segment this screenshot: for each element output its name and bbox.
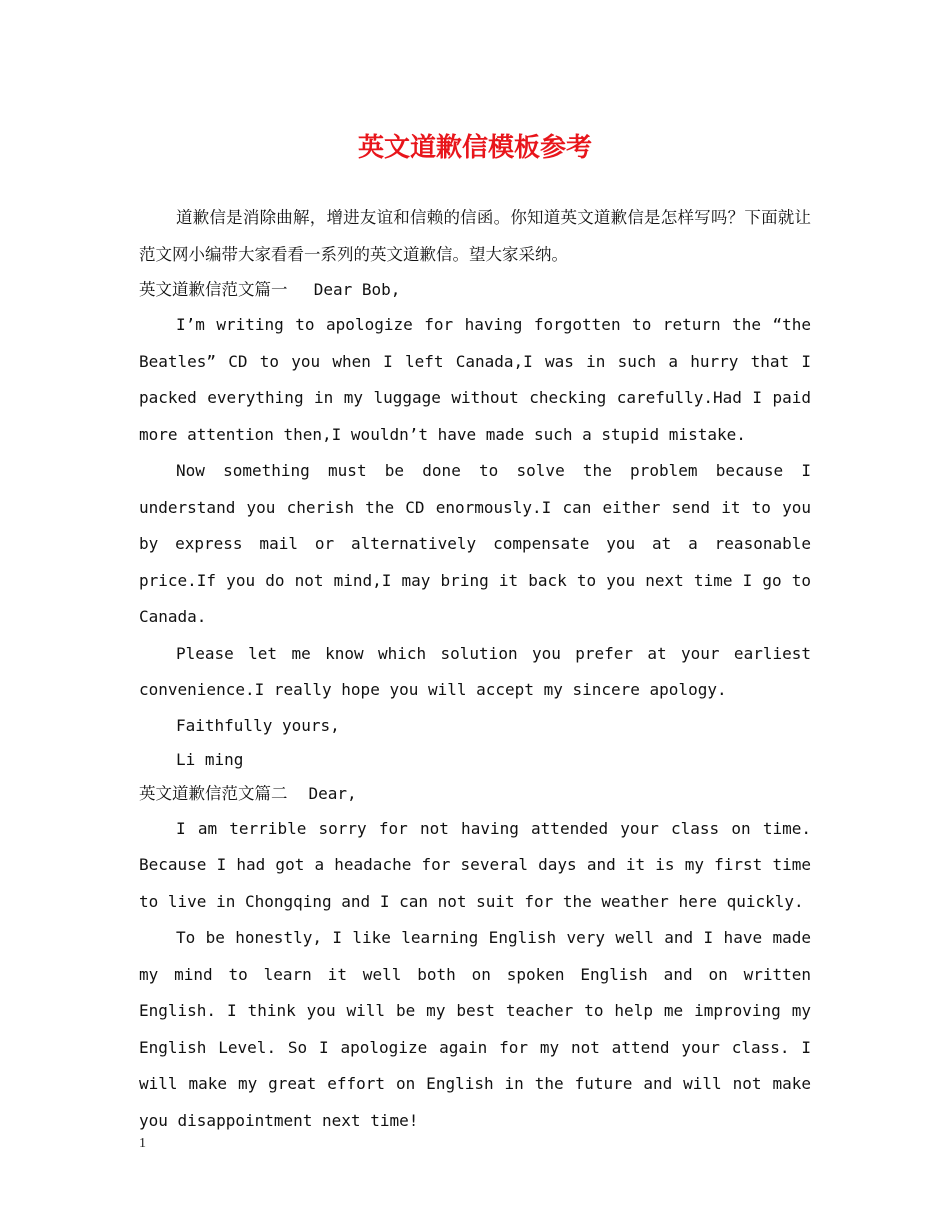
document-body <box>139 200 811 1139</box>
letter2-heading: 英文道歉信范文篇二 <box>139 783 288 803</box>
letter2-heading-line <box>139 777 811 811</box>
letter1-salutation: Dear Bob, <box>313 280 401 299</box>
page-number: 1 <box>139 1136 146 1151</box>
letter1-paragraph-3: Please let me know which solution you prefer at your earliest convenience.I really hope you will accept my sincere apology. <box>139 643 811 699</box>
letter2-salutation: Dear, <box>308 783 357 803</box>
letter2-paragraph-2: To be honestly, I like learning English very well and I have made my mind to learn it well both on spoken English and on written English. I think you will be my best teacher to help me improving my English Level. So I apologize again for my not attend your class. I will make my great effort on English in the future and will not make you disappointment next time! <box>139 928 811 1130</box>
letter2-paragraph-1: I am terrible sorry for not having attended your class on time. Because I had got a headache for several days and it is my first time to live in Chongqing and I can not suit for the weather here quickly. <box>139 818 811 911</box>
document-title: 英文道歉信模板参考 <box>357 133 592 163</box>
letter1-heading-line <box>139 273 811 307</box>
letter1-paragraph-2: Now something must be done to solve the problem because I understand you cherish the CD enormously.I can either send it to you by express mail or alternatively compensate you at a reasonable price.If you do not mind,I may bring it back to you next time I go to Canada. <box>139 461 811 626</box>
letter1-heading: 英文道歉信范文篇一 <box>139 280 288 299</box>
letter1-paragraph-1: I’m writing to apologize for having forgotten to return the “the Beatles” CD to you when I left Canada,I was in such a hurry that I packed everything in my luggage without checking carefully.Had I paid more attention then,I wouldn’t have made such a stupid mistake. <box>139 315 811 444</box>
intro-paragraph: 道歉信是消除曲解，增进友谊和信赖的信函。你知道英文道歉信是怎样写吗？下面就让范文网小编带大家看看一系列的英文道歉信。望大家采纳。 <box>139 208 811 264</box>
letter1-signature: Li ming <box>176 749 244 769</box>
letter1-closing: Faithfully yours, <box>176 715 340 735</box>
